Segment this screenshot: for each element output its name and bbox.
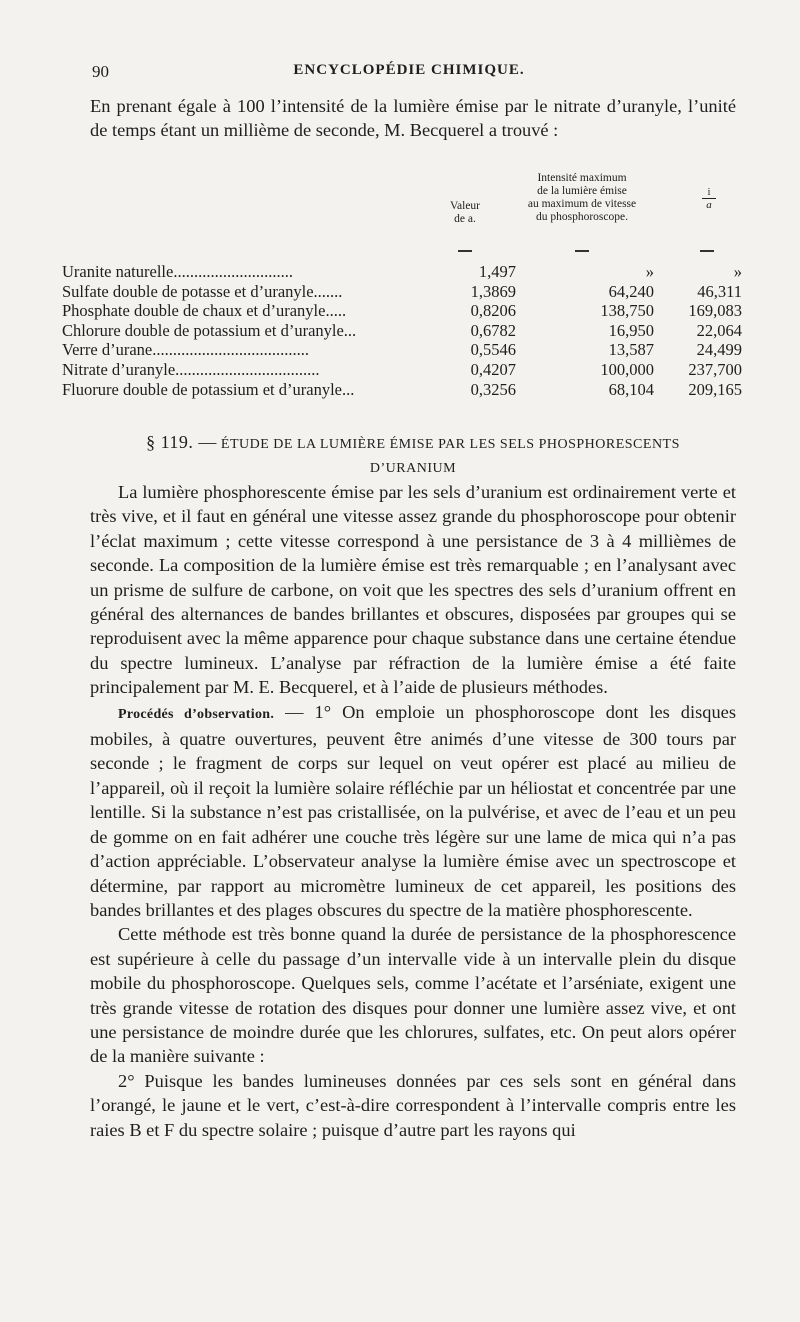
paragraph: Cette méthode est très bonne quand la durée de persistance de la phosphorescence est supérieure à celle du passage d’un intervalle vide à un intervalle plein du disque mobile du phosphoroscope. Quelques sels, comme l’acétate et l’arséniate, exigent une très grande vitesse de rotation des disques pour donner une lumière assez vive, et ont une persistance de moindre durée que les chlorures, sulfates, etc. On peut alors opérer de la manière suivante : — [90, 924, 736, 1067]
table-row: Uranite naturelle............................. 1,497 » » — [62, 262, 742, 281]
section-title-line-2: D’URANIUM — [369, 461, 457, 476]
column-dash — [700, 250, 714, 252]
table-row: Chlorure double de potassium et d’uranyle... 0,6782 16,950 22,064 — [62, 320, 742, 340]
paragraph: La lumière phosphorescente émise par les sels d’uranium est ordinairement verte et très vive, et il faut en général une vitesse assez grande du phosphoroscope pour obtenir l’éclat maximum ; cette vitesse correspond à une persistance de 3 à 4 millièmes de seconde. La composition de la lumière émise est très remarquable ; en l’analysant avec un prisme de sulfure de carbone, on voit que les spectres des sels d’uranium offrent en général des alternances de bandes brillantes et obscures, disposées par groupes qui se reproduisent avec la même apparence pour chaque substance dans une certaine étendue du spectre lumineux. L’analyse par réfraction de la lumière émise a été faite principalement par M. E. Becquerel, et à l’aide de plusieurs méthodes. — [90, 482, 736, 698]
table-row: Sulfate double de potasse et d’uranyle....... 1,3869 64,240 46,311 — [62, 281, 742, 301]
intro-paragraph: En prenant égale à 100 l’intensité de la lumière émise par le nitrate d’uranyle, l’unité de temps étant un millième de seconde, M. Becquerel a trouvé : — [90, 96, 736, 141]
column-header-intensite: Intensité maximum de la lumière émise au maximum de vitesse du phosphoroscope. — [527, 172, 637, 223]
table-row: Nitrate d’uranyle................................... 0,4207 100,000 237,700 — [62, 359, 742, 379]
section-title-line-1: ÉTUDE DE LA LUMIÈRE ÉMISE PAR LES SELS PHOSPHORESCENTS — [220, 437, 680, 452]
paragraph: 2° Puisque les bandes lumineuses données par ces sels sont en général dans l’orangé, le jaune et le vert, c’est-à-dire correspondent à l’intervalle compris entre les raies B et F du spectre solaire ; puisque d’autre part les rayons qui — [90, 1070, 736, 1140]
run-in-heading: Procédés d’observation. — [118, 706, 275, 722]
column-header-valeur: Valeur de a. — [449, 200, 480, 225]
page-header — [84, 62, 734, 86]
page-number: 90 — [92, 62, 109, 81]
data-table — [62, 262, 742, 399]
table-row: Verre d’urane...................................... 0,5546 13,587 24,499 — [62, 340, 742, 360]
table-row: Fluorure double de potassium et d’uranyle... 0,3256 68,104 209,165 — [62, 379, 742, 399]
paragraph: Procédés d’observation. — 1° On emploie un phosphoroscope dont les disques mobiles, à quatre ouvertures, peuvent être animés d’une vitesse de 300 tours par seconde ; le fragment de corps sur lequel on veut opérer est placé au milieu de l’appareil, où il reçoit la lumière solaire réfléchie par un héliostat et concentrée par une lentille. Si la substance n’est pas cristallisée, on la pulvérise, et avec de l’eau et un peu de gomme on en fait adhérer une couche très légère sur une lame de mica qui n’a pas d’action appréciable. L’observateur analyse la lumière émise avec un spectroscope et détermine, par rapport au micromètre lumineux de cet appareil, les positions des bandes brillantes et des plages obscures du spectre de la matière phosphorescente. — [90, 701, 736, 920]
column-dash — [458, 250, 472, 252]
column-dash — [575, 250, 589, 252]
section-number: § 119. — — [146, 432, 217, 452]
table-row: Phosphate double de chaux et d’uranyle..... 0,8206 138,750 169,083 — [62, 301, 742, 321]
body-text — [90, 480, 736, 1142]
running-title: ENCYCLOPÉDIE CHIMIQUE. — [293, 62, 525, 78]
section-heading — [90, 430, 736, 481]
column-header-ratio: $\frac{i}{a}$ — [694, 187, 724, 211]
